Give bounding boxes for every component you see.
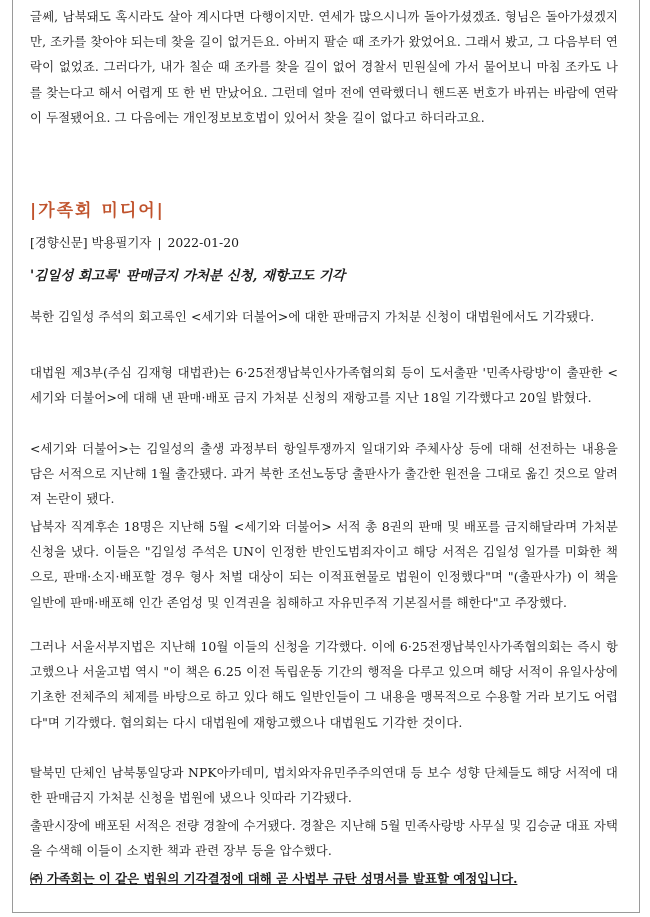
article-date: 2022-01-20 bbox=[167, 235, 239, 250]
article-headline: '김일성 회고록' 판매금지 가처분 신청, 재항고도 기각 bbox=[30, 268, 346, 284]
section-title: |가족회 미디어| bbox=[30, 201, 165, 221]
article-paragraph: <세기와 더불어>는 김일성의 출생 과정부터 항일투쟁까지 일대기와 주체사상 등에 대해 선전하는 내용을 담은 서적으로 지난해 1월 출간됐다. 과거 북한 조선노동당 출판사가 출간한 원전을 그대로 옮긴 것으로 알려져 논란이 됐다. bbox=[30, 441, 618, 507]
article-paragraph: 출판시장에 배포된 서적은 전량 경찰에 수거됐다. 경찰은 지난해 5월 민족사랑방 사무실 및 김승균 대표 자택을 수색해 이들이 소지한 책과 관련 장부 등을 압수했다. bbox=[30, 818, 618, 859]
article-paragraph: 대법원 제3부(주심 김재형 대법관)는 6·25전쟁납북인사가족협의회 등이 도서출판 '민족사랑방'이 출판한 <세기와 더불어>에 대해 낸 판매·배포 금지 가처분 신청의 재항고를 지난 18일 기각했다고 20일 밝혔다. bbox=[30, 365, 618, 406]
notice-line: ㈜ 가족회는 이 같은 법원의 기각결정에 대해 곧 사법부 규탄 성명서를 발표할 예정입니다. bbox=[30, 871, 518, 886]
article-paragraph: 북한 김일성 주석의 회고록인 <세기와 더불어>에 대한 판매금지 가처분 신청이 대법원에서도 기각됐다. bbox=[30, 309, 595, 324]
article-byline bbox=[30, 234, 239, 252]
byline-separator: | bbox=[157, 235, 162, 250]
article-paragraph: 탈북민 단체인 남북통일당과 NPK아카데미, 법치와자유민주주의연대 등 보수 성향 단체들도 해당 서적에 대한 판매금지 가처분 신청을 법원에 냈으나 잇따라 기각됐다. bbox=[30, 765, 618, 806]
article-paragraph: 납북자 직계후손 18명은 지난해 5월 <세기와 더불어> 서적 총 8권의 판매 및 배포를 금지해달라며 가처분 신청을 냈다. 이들은 "김일성 주석은 UN이 인정한 반인도범죄자이고 해당 서적은 김일성 일가를 미화한 책으로, 판매·소지·배포할 경우 형사 처벌 대상이 되는 이적표현물로 법원이 인정했다"며 "(출판사가) 이 책을 일반에 판매·배포해 인간 존엄성 및 인격권을 침해하고 자유민주적 기본질서를 해한다"고 주장했다. bbox=[30, 519, 618, 610]
intro-paragraph: 글쎄, 남북돼도 혹시라도 살아 계시다면 다행이지만. 연세가 많으시니까 돌아가셨겠죠. 형님은 돌아가셨겠지만, 조카를 찾아야 되는데 찾을 길이 없거든요. 아버지 팔순 때 조카가 왔었어요. 그래서 봤고, 그 다음부터 연락이 없었죠. 그러다가, 내가 칠순 때 조카를 찾을 길이 없어 경찰서 민원실에 가서 물어보니 마침 조카도 나를 찾는다고 해서 어렵게 또 한 번 만났어요. 그런데 얼마 전에 연락했더니 핸드폰 번호가 바뀌는 바람에 연락이 두절됐어요. 그 다음에는 개인정보보호법이 있어서 찾을 길이 없다고 하더라고요. bbox=[30, 9, 618, 125]
article-source: [경향신문] 박용필기자 bbox=[30, 235, 152, 250]
article-paragraph: 그러나 서울서부지법은 지난해 10월 이들의 신청을 기각했다. 이에 6·25전쟁납북인사가족협의회는 즉시 항고했으나 서울고법 역시 "이 책은 6.25 이전 독립운동 기간의 행적을 다루고 있으며 해당 서적이 유일사상에 기초한 전체주의 체제를 바탕으로 하고 있다 해도 일반인들이 그 내용을 맹목적으로 수용할 거라 보기도 어렵다"며 기각했다. 협의회는 다시 대법원에 재항고했으나 대법원도 기각한 것이다. bbox=[30, 639, 618, 730]
